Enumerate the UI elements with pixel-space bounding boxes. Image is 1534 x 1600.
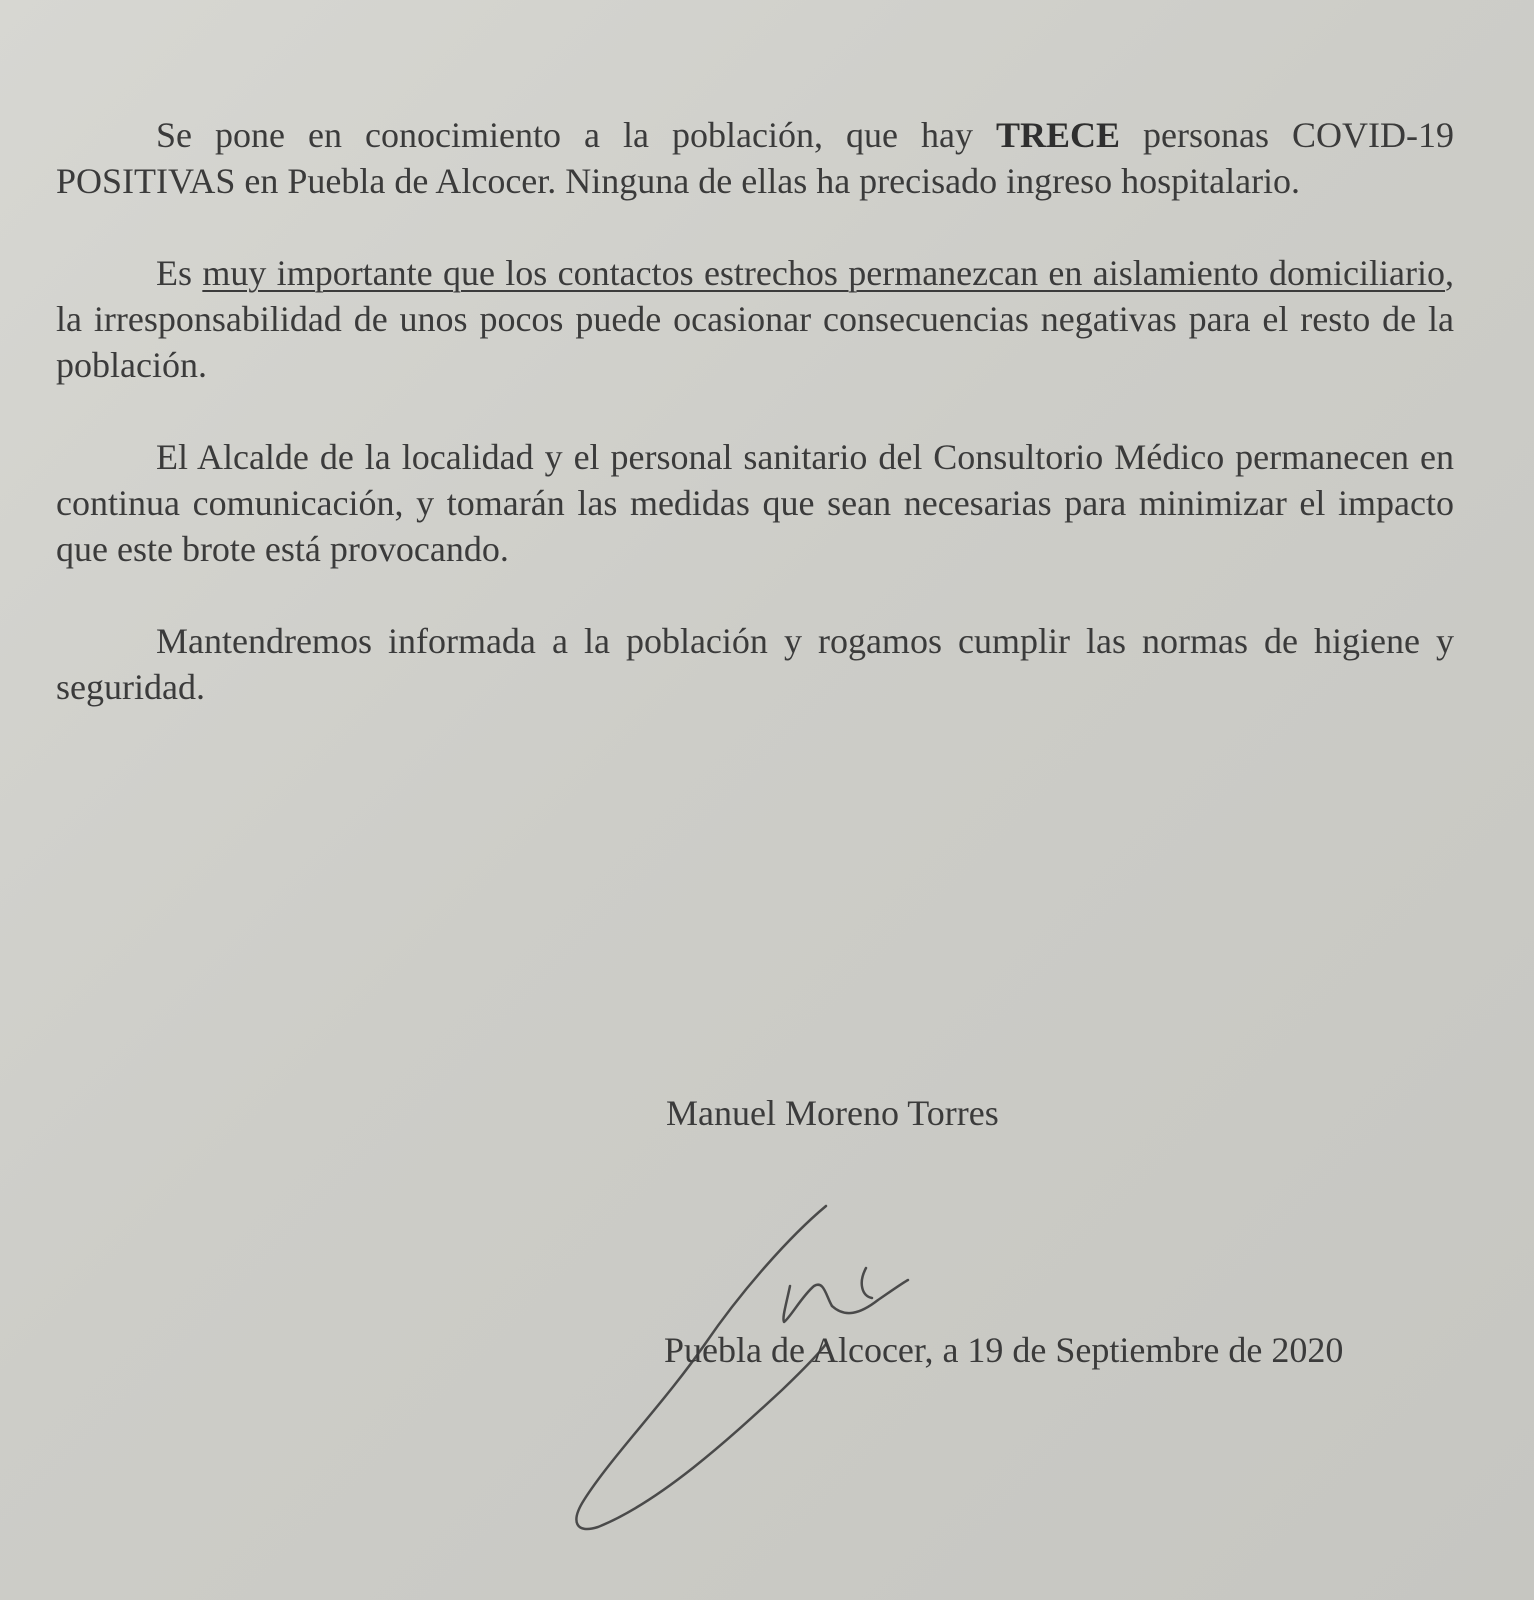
paragraph-4: Mantendremos informada a la población y rogamos cumplir las normas de higiene y seguridad. [56, 621, 1454, 707]
paragraph-2 [56, 250, 1454, 388]
isolation-emphasis: muy importante que los contactos estrechos permanezcan en aislamiento domiciliario [202, 253, 1446, 293]
paragraph-3: El Alcalde de la localidad y el personal sanitario del Consultorio Médico permanecen en continua comunicación, y tomarán las medidas que sean necesarias para minimizar el impacto que este brote está provocando. [56, 437, 1454, 569]
place-date: Puebla de Alcocer, a 19 de Septiembre de 2020 [664, 1330, 1344, 1370]
paragraph-1-end: personas COVID-19 POSITIVAS en Puebla de Alcocer. Ninguna de ellas ha precisado ingreso hospitalario. [56, 115, 1455, 201]
paragraph-2-start: Es [156, 253, 203, 293]
letter-body [56, 112, 1454, 756]
paragraph-2-end: , la irresponsabilidad de unos pocos puede ocasionar consecuencias negativas para el resto de la población. [56, 253, 1455, 385]
paragraph-1 [56, 112, 1454, 204]
signer-name: Manuel Moreno Torres [666, 1093, 999, 1133]
positive-count: TRECE [995, 115, 1121, 155]
paragraph-1-start: Se pone en conocimiento a la población, que hay [156, 115, 996, 155]
